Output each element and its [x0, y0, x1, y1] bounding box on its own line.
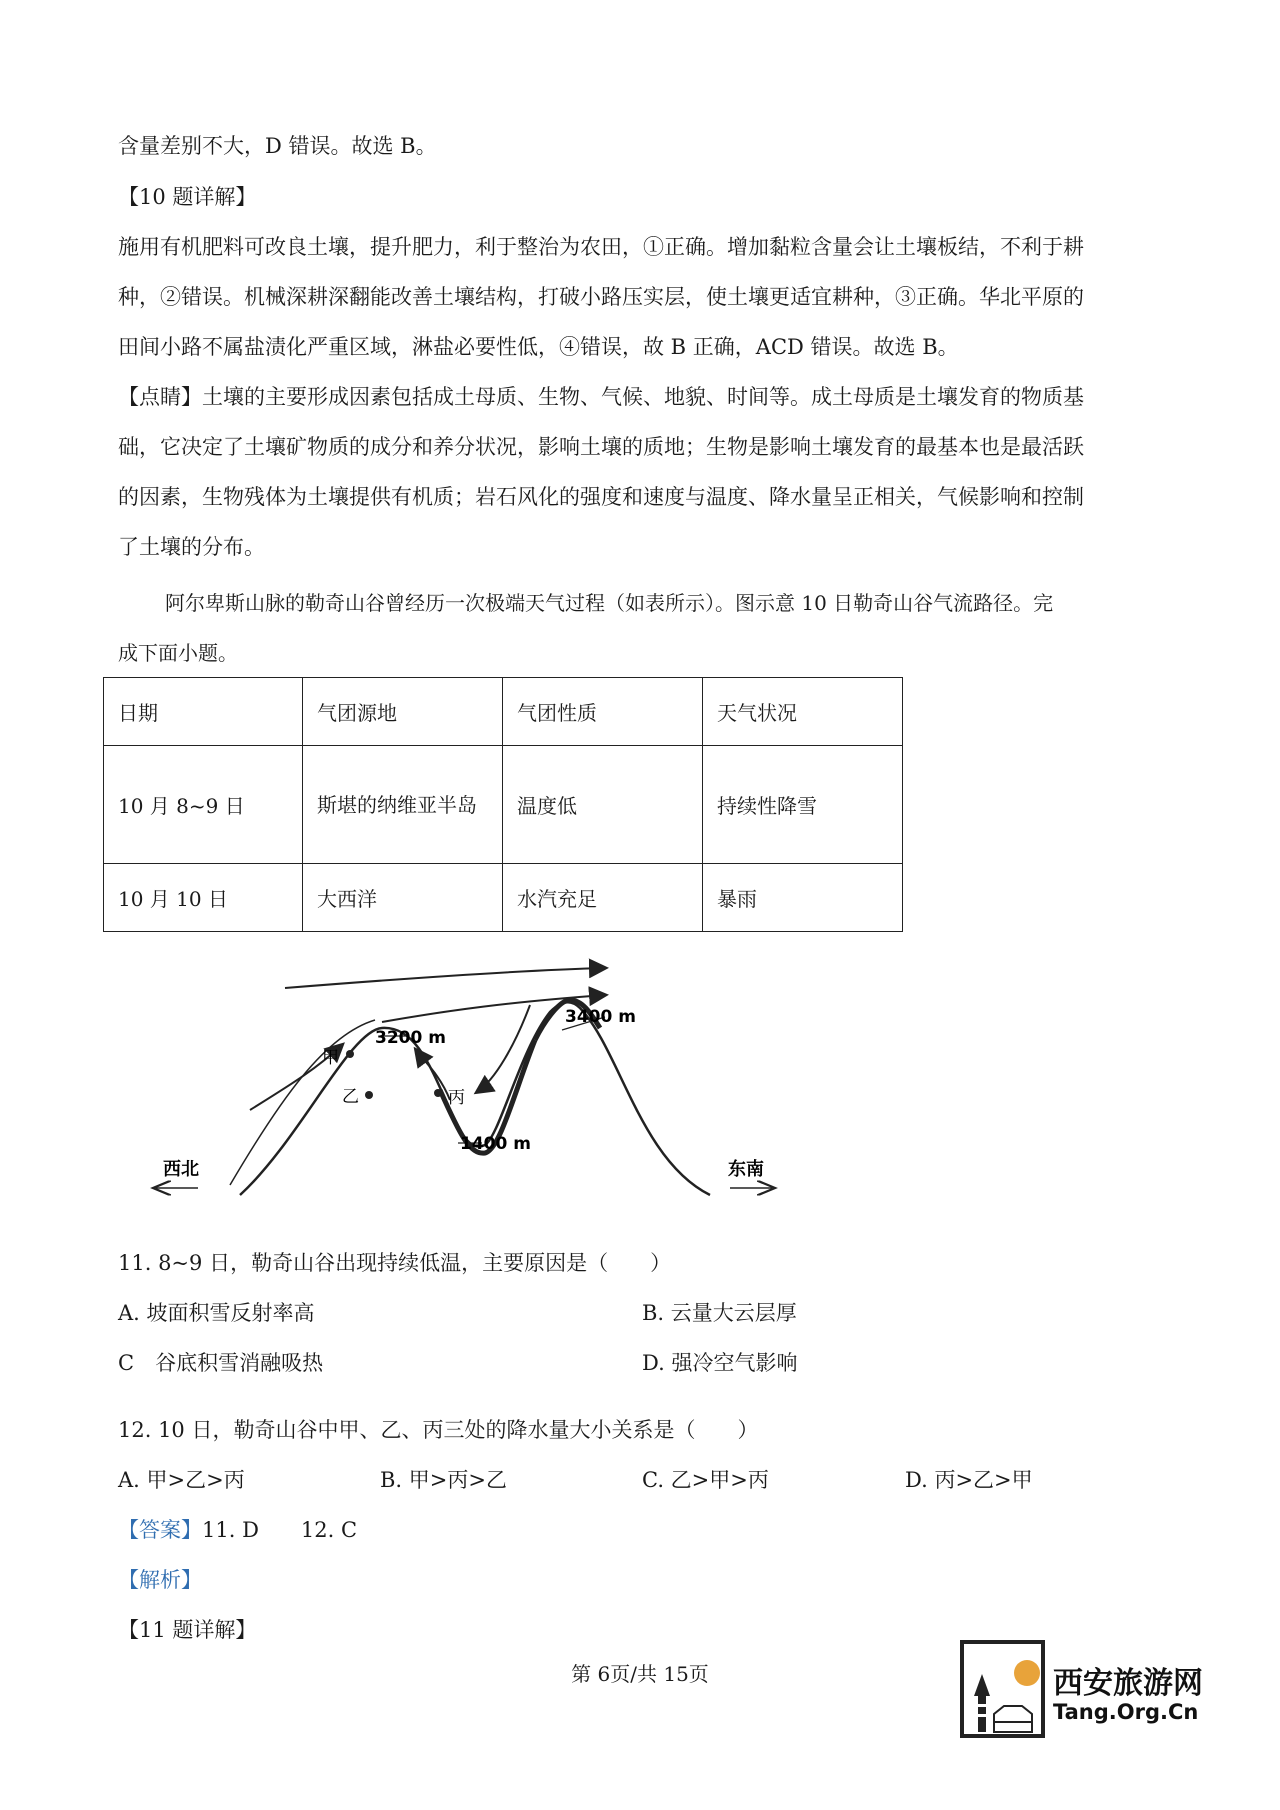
terrain-profile	[240, 1002, 710, 1195]
table-cell: 斯堪的纳维亚半岛	[303, 746, 503, 864]
table-cell: 10 月 8~9 日	[104, 746, 303, 864]
tip-line-3: 的因素，生物残体为土壤提供有机质；岩石风化的强度和速度与温度、降水量呈正相关，气候影响和控制	[118, 485, 1084, 509]
q11-option-a[interactable]: A. 坡面积雪反射率高	[118, 1301, 315, 1325]
analysis-label: 【解析】	[118, 1568, 202, 1592]
q11-option-c[interactable]: C 谷底积雪消融吸热	[118, 1351, 324, 1375]
q10-line-3: 田间小路不属盐渍化严重区域，淋盐必要性低，④错误，故 B 正确，ACD 错误。故选 B。	[118, 335, 959, 359]
answer-line	[118, 1515, 357, 1545]
q12-stem: 12. 10 日，勒奇山谷中甲、乙、丙三处的降水量大小关系是（ ）	[118, 1418, 759, 1442]
table-row	[104, 746, 903, 864]
label-3200: 3200 m	[375, 1028, 446, 1048]
label-3400: 3400 m	[565, 1007, 636, 1027]
intro-tail: 含量差别不大，D 错误。故选 B。	[118, 134, 437, 158]
q12-option-a[interactable]: A. 甲>乙>丙	[118, 1468, 245, 1492]
logo-title: 西安旅游网	[1053, 1666, 1203, 1701]
q10-line-2: 种，②错误。机械深耕深翻能改善土壤结构，打破小路压实层，使土壤更适宜耕种，③正确。华北平原的	[118, 285, 1084, 309]
table-header-cell: 气团性质	[503, 678, 703, 746]
table-header-cell: 日期	[104, 678, 303, 746]
table-cell: 水汽充足	[503, 864, 703, 932]
logo-frame	[960, 1640, 1045, 1738]
point-bing	[434, 1089, 442, 1097]
site-logo[interactable]	[960, 1640, 1210, 1740]
q12-option-b[interactable]: B. 甲>丙>乙	[380, 1468, 507, 1492]
q11-option-d[interactable]: D. 强冷空气影响	[642, 1351, 798, 1375]
table-cell: 大西洋	[303, 864, 503, 932]
pagoda-icon	[964, 1644, 1041, 1734]
table-header-cell: 气团源地	[303, 678, 503, 746]
answer-12: 12. C	[300, 1518, 358, 1542]
label-southeast: 东南	[728, 1159, 764, 1180]
point-yi	[365, 1091, 373, 1099]
tip-line-4: 了土壤的分布。	[118, 535, 265, 559]
q11-option-b[interactable]: B. 云量大云层厚	[642, 1301, 797, 1325]
answer-label: 【答案】	[118, 1518, 202, 1542]
q11-stem: 11. 8~9 日，勒奇山谷出现持续低温，主要原因是（ ）	[118, 1251, 672, 1275]
q12-option-d[interactable]: D. 丙>乙>甲	[905, 1468, 1033, 1492]
valley-airflow-diagram	[150, 950, 810, 1210]
table-cell: 10 月 10 日	[104, 864, 303, 932]
table-header-row	[104, 678, 903, 746]
page-footer: 第 6页/共 15页	[571, 1662, 709, 1686]
material-line-1: 阿尔卑斯山脉的勒奇山谷曾经历一次极端天气过程（如表所示）。图示意 10 日勒奇山谷气流路径。完	[165, 591, 1054, 615]
table-cell: 持续性降雪	[703, 746, 903, 864]
label-jia: 甲	[322, 1048, 339, 1068]
tip-line-1: 【点睛】土壤的主要形成因素包括成土母质、生物、气候、地貌、时间等。成土母质是土壤发育的物质基	[118, 385, 1084, 409]
logo-url: Tang.Org.Cn	[1053, 1700, 1199, 1724]
table-cell: 暴雨	[703, 864, 903, 932]
table-cell: 温度低	[503, 746, 703, 864]
q12-option-c[interactable]: C. 乙>甲>丙	[642, 1468, 769, 1492]
point-jia	[346, 1050, 354, 1058]
q10-line-1: 施用有机肥料可改良土壤，提升肥力，利于整治为农田，①正确。增加黏粒含量会让土壤板结，不利于耕	[118, 235, 1084, 259]
material-line-2: 成下面小题。	[118, 641, 238, 665]
upper-airflow-arrow	[285, 968, 605, 988]
table-header-cell: 天气状况	[703, 678, 903, 746]
answer-11: 11. D	[202, 1518, 259, 1542]
q11-heading: 【11 题详解】	[118, 1618, 257, 1642]
tip-line-2: 础，它决定了土壤矿物质的成分和养分状况，影响土壤的质地；生物是影响土壤发育的最基本也是最活跃	[118, 435, 1084, 459]
table-row	[104, 864, 903, 932]
label-northwest: 西北	[163, 1159, 199, 1180]
label-bing: 丙	[448, 1088, 465, 1108]
weather-table	[103, 677, 903, 932]
label-1400: 1400 m	[460, 1134, 531, 1154]
label-yi: 乙	[342, 1087, 359, 1107]
q10-heading: 【10 题详解】	[118, 185, 257, 209]
